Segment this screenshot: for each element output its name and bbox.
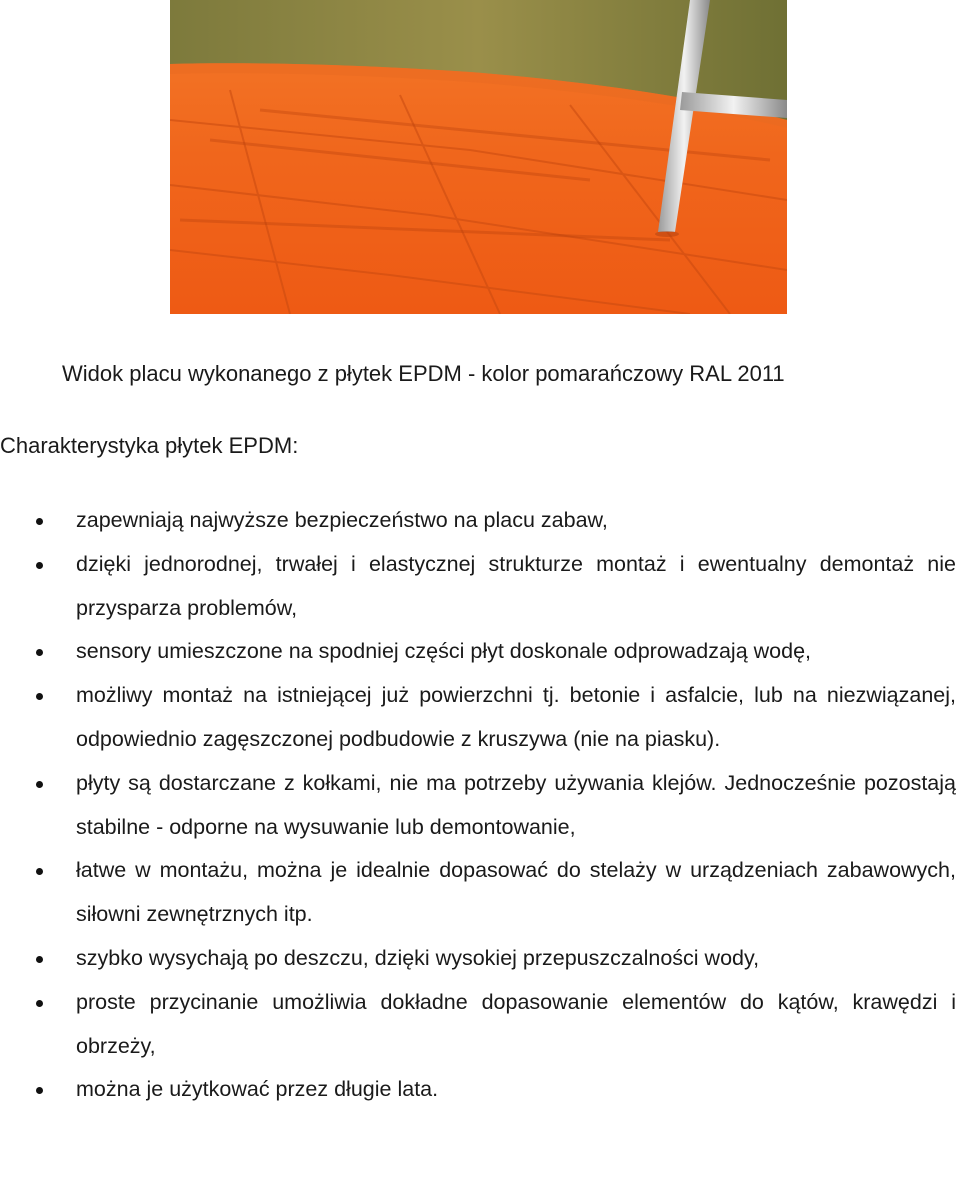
- bullet-icon: [36, 781, 43, 788]
- features-list: [76, 499, 956, 1112]
- list-item: sensory umieszczone na spodniej części płyt doskonale odprowadzają wodę,: [76, 630, 956, 674]
- list-item: zapewniają najwyższe bezpieczeństwo na placu zabaw,: [76, 499, 956, 543]
- list-item: można je użytkować przez długie lata.: [76, 1068, 956, 1112]
- bullet-icon: [36, 693, 43, 700]
- list-item: łatwe w montażu, można je idealnie dopasować do stelaży w urządzeniach zabawowych, siłowni zewnętrznych itp.: [76, 849, 956, 937]
- bullet-icon: [36, 868, 43, 875]
- characteristics-heading: Charakterystyka płytek EPDM:: [0, 433, 299, 458]
- list-item: szybko wysychają po deszczu, dzięki wysokiej przepuszczalności wody,: [76, 937, 956, 981]
- photo-caption: Widok placu wykonanego z płytek EPDM - kolor pomarańczowy RAL 2011: [62, 361, 785, 386]
- bullet-icon: [36, 649, 43, 656]
- list-item: dzięki jednorodnej, trwałej i elastycznej strukturze montaż i ewentualny demontaż nie przysparza problemów,: [76, 543, 956, 631]
- list-item: możliwy montaż na istniejącej już powierzchni tj. betonie i asfalcie, lub na niezwiązanej, odpowiednio zagęszczonej podbudowie z kruszywa (nie na piasku).: [76, 674, 956, 762]
- epdm-surface-photo: [170, 0, 787, 314]
- list-item: płyty są dostarczane z kołkami, nie ma potrzeby używania klejów. Jednocześnie pozostają stabilne - odporne na wysuwanie lub demontowanie,: [76, 762, 956, 850]
- bullet-icon: [36, 956, 43, 963]
- bullet-icon: [36, 1087, 43, 1094]
- bullet-icon: [36, 562, 43, 569]
- list-item: proste przycinanie umożliwia dokładne dopasowanie elementów do kątów, krawędzi i obrzeży,: [76, 981, 956, 1069]
- bullet-icon: [36, 1000, 43, 1007]
- bullet-icon: [36, 518, 43, 525]
